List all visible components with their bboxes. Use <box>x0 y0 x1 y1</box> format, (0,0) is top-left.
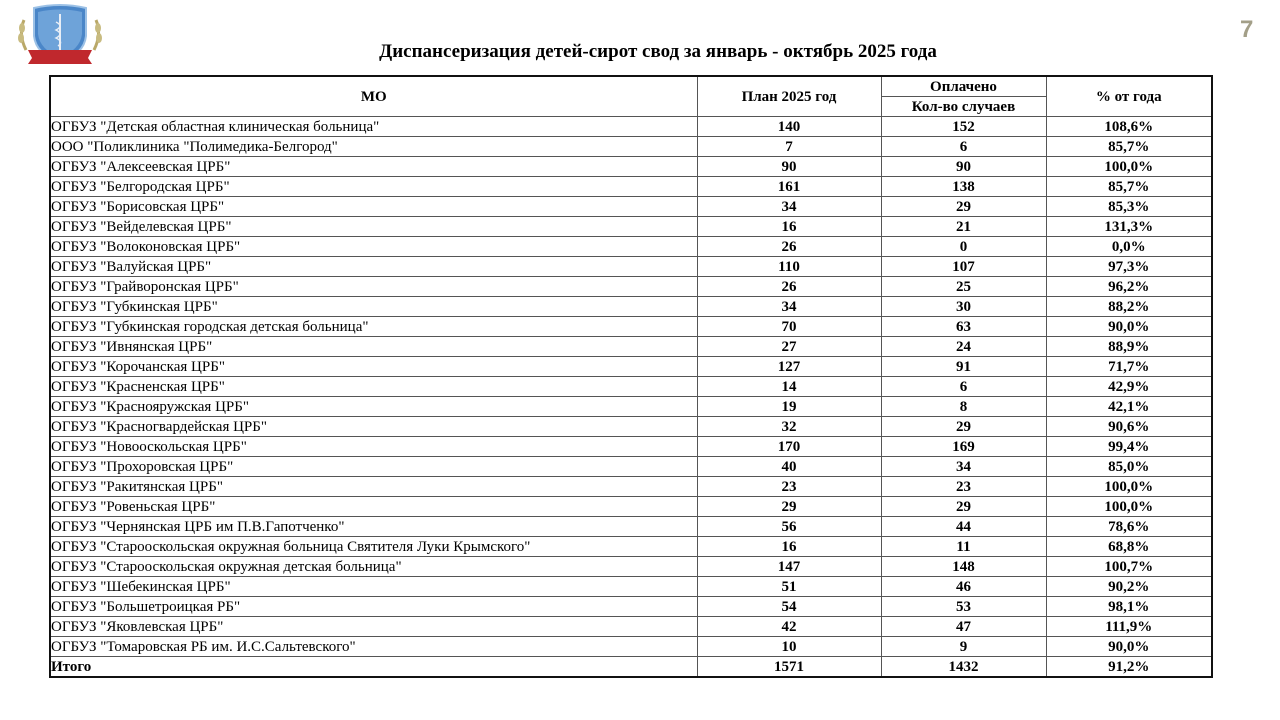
cell-percent: 78,6% <box>1046 517 1212 537</box>
data-table <box>49 75 1213 678</box>
table-row <box>50 497 1212 517</box>
cell-mo: ОГБУЗ "Губкинская городская детская больница" <box>50 317 697 337</box>
table-row <box>50 397 1212 417</box>
cell-paid: 148 <box>881 557 1046 577</box>
table-row <box>50 177 1212 197</box>
cell-mo: ОГБУЗ "Ракитянская ЦРБ" <box>50 477 697 497</box>
cell-mo: ОГБУЗ "Красногвардейская ЦРБ" <box>50 417 697 437</box>
header-plan: План 2025 год <box>697 76 881 117</box>
cell-mo: ОГБУЗ "Волоконовская ЦРБ" <box>50 237 697 257</box>
cell-plan: 170 <box>697 437 881 457</box>
cell-mo: ОГБУЗ "Валуйская ЦРБ" <box>50 257 697 277</box>
cell-plan: 40 <box>697 457 881 477</box>
cell-paid: 29 <box>881 497 1046 517</box>
table-row <box>50 517 1212 537</box>
cell-paid: 107 <box>881 257 1046 277</box>
cell-mo: ОГБУЗ "Губкинская ЦРБ" <box>50 297 697 317</box>
cell-mo: ОГБУЗ "Алексеевская ЦРБ" <box>50 157 697 177</box>
cell-paid: 11 <box>881 537 1046 557</box>
cell-percent: 85,0% <box>1046 457 1212 477</box>
cell-paid: 0 <box>881 237 1046 257</box>
cell-percent: 42,1% <box>1046 397 1212 417</box>
cell-percent: 131,3% <box>1046 217 1212 237</box>
page-title: Диспансеризация детей-сирот свод за январь - октябрь 2025 года <box>379 41 937 62</box>
cell-percent: 100,0% <box>1046 477 1212 497</box>
cell-mo: ОГБУЗ "Новооскольская ЦРБ" <box>50 437 697 457</box>
cell-mo: ОГБУЗ "Корочанская ЦРБ" <box>50 357 697 377</box>
cell-paid: 29 <box>881 417 1046 437</box>
cell-plan: 16 <box>697 217 881 237</box>
table-row <box>50 137 1212 157</box>
cell-percent: 42,9% <box>1046 377 1212 397</box>
table-row <box>50 597 1212 617</box>
cell-plan: 56 <box>697 517 881 537</box>
table-row <box>50 297 1212 317</box>
cell-plan: 54 <box>697 597 881 617</box>
cell-plan: 29 <box>697 497 881 517</box>
cell-plan: 27 <box>697 337 881 357</box>
cell-paid: 23 <box>881 477 1046 497</box>
cell-mo: ОГБУЗ "Большетроицкая РБ" <box>50 597 697 617</box>
cell-paid: 34 <box>881 457 1046 477</box>
cell-percent: 90,0% <box>1046 317 1212 337</box>
cell-plan: 34 <box>697 197 881 217</box>
cell-percent: 85,3% <box>1046 197 1212 217</box>
table-row <box>50 417 1212 437</box>
cell-plan: 34 <box>697 297 881 317</box>
table-row <box>50 217 1212 237</box>
cell-paid: 90 <box>881 157 1046 177</box>
cell-paid: 24 <box>881 337 1046 357</box>
cell-paid: 53 <box>881 597 1046 617</box>
cell-paid: 169 <box>881 437 1046 457</box>
cell-percent: 111,9% <box>1046 617 1212 637</box>
cell-mo: ОГБУЗ "Белгородская ЦРБ" <box>50 177 697 197</box>
cell-paid: 138 <box>881 177 1046 197</box>
table-row <box>50 377 1212 397</box>
table-row <box>50 617 1212 637</box>
cell-percent: 88,2% <box>1046 297 1212 317</box>
cell-paid: 47 <box>881 617 1046 637</box>
table-row <box>50 337 1212 357</box>
cell-mo: ООО "Поликлиника "Полимедика-Белгород" <box>50 137 697 157</box>
cell-plan: 147 <box>697 557 881 577</box>
cell-percent: 99,4% <box>1046 437 1212 457</box>
cell-mo: ОГБУЗ "Красненская ЦРБ" <box>50 377 697 397</box>
table-row <box>50 457 1212 477</box>
total-label: Итого <box>50 657 697 678</box>
cell-plan: 90 <box>697 157 881 177</box>
cell-paid: 46 <box>881 577 1046 597</box>
cell-plan: 51 <box>697 577 881 597</box>
cell-paid: 6 <box>881 137 1046 157</box>
table-row <box>50 317 1212 337</box>
cell-percent: 100,7% <box>1046 557 1212 577</box>
table-row <box>50 257 1212 277</box>
cell-plan: 26 <box>697 237 881 257</box>
table-row <box>50 157 1212 177</box>
table-row <box>50 197 1212 217</box>
cell-plan: 70 <box>697 317 881 337</box>
cell-percent: 0,0% <box>1046 237 1212 257</box>
cell-mo: ОГБУЗ "Прохоровская ЦРБ" <box>50 457 697 477</box>
cell-plan: 140 <box>697 117 881 137</box>
cell-plan: 14 <box>697 377 881 397</box>
cell-mo: ОГБУЗ "Старооскольская окружная детская больница" <box>50 557 697 577</box>
cell-paid: 30 <box>881 297 1046 317</box>
cell-mo: ОГБУЗ "Ивнянская ЦРБ" <box>50 337 697 357</box>
cell-plan: 32 <box>697 417 881 437</box>
cell-percent: 108,6% <box>1046 117 1212 137</box>
cell-paid: 25 <box>881 277 1046 297</box>
cell-percent: 97,3% <box>1046 257 1212 277</box>
cell-percent: 98,1% <box>1046 597 1212 617</box>
cell-paid: 6 <box>881 377 1046 397</box>
cell-plan: 19 <box>697 397 881 417</box>
table-row <box>50 357 1212 377</box>
cell-paid: 8 <box>881 397 1046 417</box>
cell-mo: ОГБУЗ "Ровеньская ЦРБ" <box>50 497 697 517</box>
cell-percent: 90,0% <box>1046 637 1212 657</box>
table-row <box>50 117 1212 137</box>
cell-percent: 71,7% <box>1046 357 1212 377</box>
cell-percent: 96,2% <box>1046 277 1212 297</box>
table-row <box>50 437 1212 457</box>
cell-plan: 7 <box>697 137 881 157</box>
cell-percent: 85,7% <box>1046 177 1212 197</box>
cell-paid: 29 <box>881 197 1046 217</box>
table-row <box>50 637 1212 657</box>
total-row <box>50 657 1212 678</box>
cell-paid: 44 <box>881 517 1046 537</box>
cell-paid: 9 <box>881 637 1046 657</box>
total-paid: 1432 <box>881 657 1046 678</box>
table-row <box>50 537 1212 557</box>
cell-paid: 63 <box>881 317 1046 337</box>
table-row <box>50 277 1212 297</box>
page-number: 7 <box>1240 16 1254 43</box>
cell-paid: 91 <box>881 357 1046 377</box>
cell-mo: ОГБУЗ "Борисовская ЦРБ" <box>50 197 697 217</box>
cell-mo: ОГБУЗ "Томаровская РБ им. И.С.Сальтевского" <box>50 637 697 657</box>
cell-plan: 42 <box>697 617 881 637</box>
header-count: Кол-во случаев <box>881 97 1046 117</box>
table-row <box>50 237 1212 257</box>
cell-plan: 16 <box>697 537 881 557</box>
table-row <box>50 577 1212 597</box>
cell-paid: 21 <box>881 217 1046 237</box>
cell-plan: 10 <box>697 637 881 657</box>
cell-plan: 26 <box>697 277 881 297</box>
cell-mo: ОГБУЗ "Грайворонская ЦРБ" <box>50 277 697 297</box>
cell-percent: 88,9% <box>1046 337 1212 357</box>
cell-plan: 110 <box>697 257 881 277</box>
cell-mo: ОГБУЗ "Детская областная клиническая больница" <box>50 117 697 137</box>
header-mo: МО <box>50 76 697 117</box>
table-row <box>50 557 1212 577</box>
header-percent: % от года <box>1046 76 1212 117</box>
cell-plan: 23 <box>697 477 881 497</box>
cell-percent: 90,6% <box>1046 417 1212 437</box>
cell-mo: ОГБУЗ "Чернянская ЦРБ им П.В.Гапотченко" <box>50 517 697 537</box>
cell-percent: 85,7% <box>1046 137 1212 157</box>
cell-mo: ОГБУЗ "Шебекинская ЦРБ" <box>50 577 697 597</box>
cell-mo: ОГБУЗ "Старооскольская окружная больница Святителя Луки Крымского" <box>50 537 697 557</box>
table-row <box>50 477 1212 497</box>
total-plan: 1571 <box>697 657 881 678</box>
cell-percent: 100,0% <box>1046 157 1212 177</box>
cell-percent: 90,2% <box>1046 577 1212 597</box>
cell-percent: 68,8% <box>1046 537 1212 557</box>
cell-plan: 161 <box>697 177 881 197</box>
total-percent: 91,2% <box>1046 657 1212 678</box>
cell-mo: ОГБУЗ "Яковлевская ЦРБ" <box>50 617 697 637</box>
cell-mo: ОГБУЗ "Краснояружская ЦРБ" <box>50 397 697 417</box>
table-body <box>50 117 1212 678</box>
cell-paid: 152 <box>881 117 1046 137</box>
cell-plan: 127 <box>697 357 881 377</box>
header-paid: Оплачено <box>881 76 1046 97</box>
cell-mo: ОГБУЗ "Вейделевская ЦРБ" <box>50 217 697 237</box>
cell-percent: 100,0% <box>1046 497 1212 517</box>
